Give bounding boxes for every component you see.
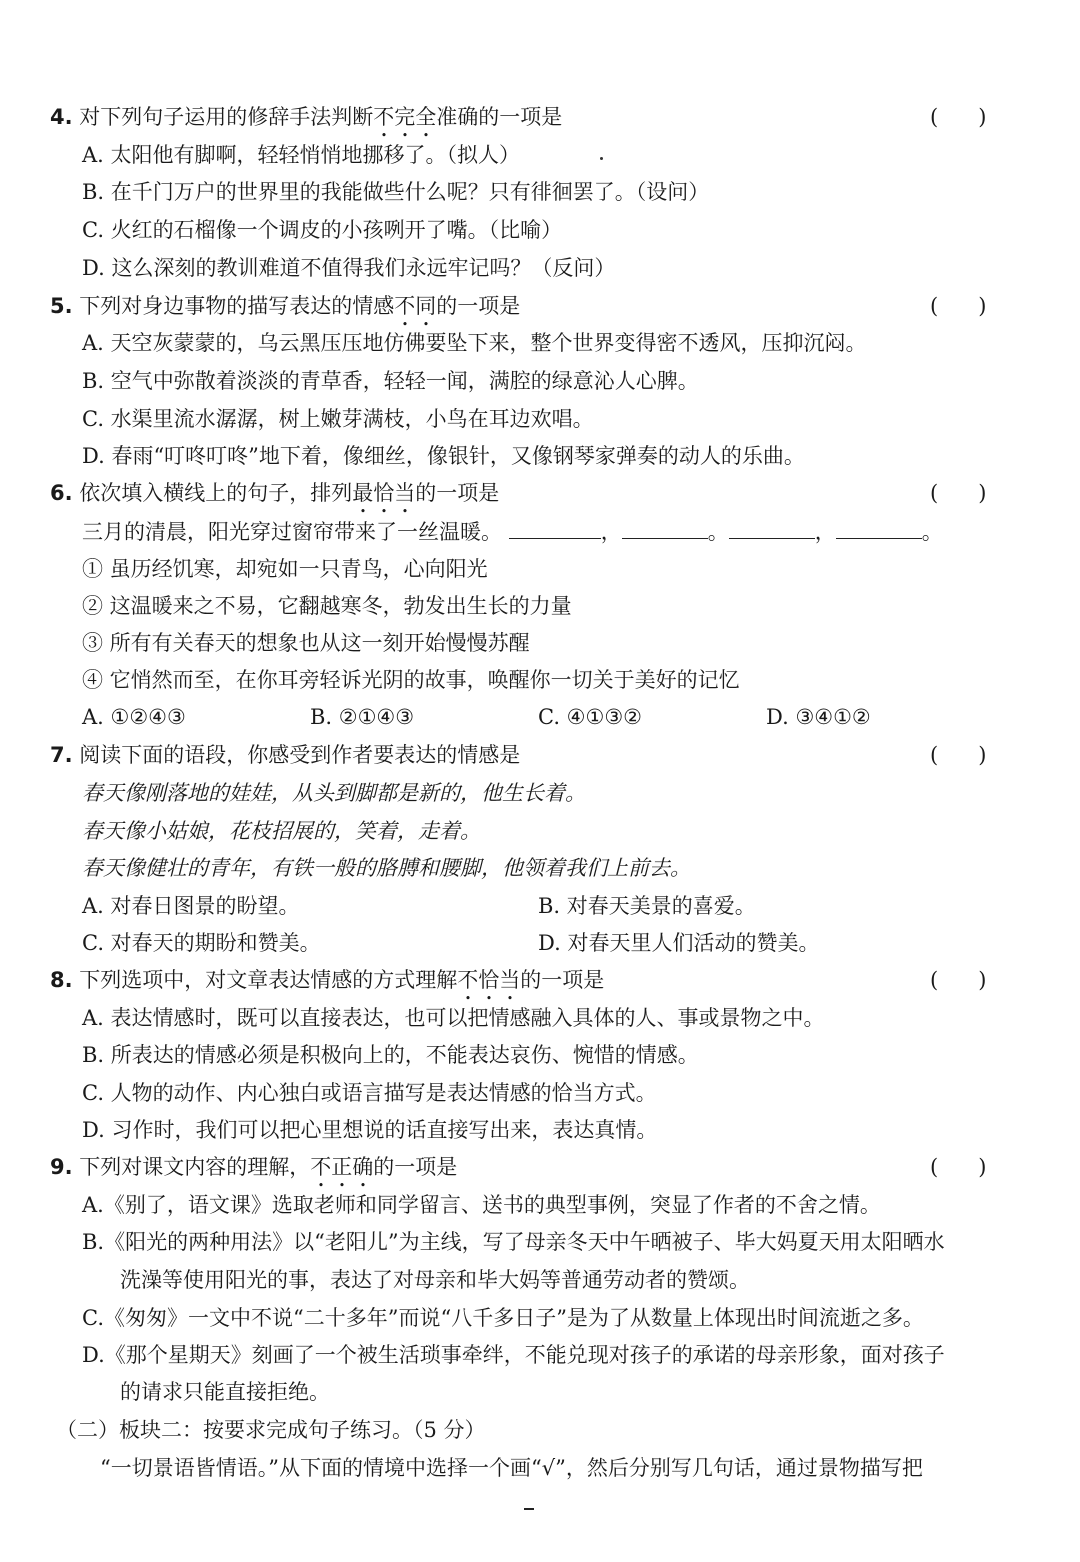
answer-paren[interactable]: ( ) [930,743,987,767]
option-c: C.《匆匆》一文中不说“二十多年”而说“八千多日子”是为了从数量上体现出时间流逝之多。 [82,1306,924,1330]
option-b: B. 在千门万户的世界里的我能做些什么呢？只有徘徊罢了。（设问） [82,180,710,204]
question-5-stem [50,292,520,331]
fill-blank-1[interactable] [509,520,601,539]
section-heading: （二）板块二：按要求完成句子练习。（5 分） [56,1418,486,1442]
stem-text: 准确的一项是 [436,105,563,129]
stem-text: 的一项是 [373,1155,458,1179]
fill-blank-4[interactable] [836,520,922,539]
option-b: B. 空气中弥散着淡淡的青草香，轻轻一闻，满腔的绿意沁人心脾。 [82,369,699,393]
option-b: B. ②①④③ [310,705,415,729]
question-6-stem [50,479,499,518]
stem-text: 下列选项中，对文章表达情感的方式理解 [79,968,458,992]
fill-passage [82,518,943,546]
passage-text: 三月的清晨，阳光穿过窗帘带来了一丝温暖。 [82,520,502,544]
option-a: A.《别了，语文课》选取老师和同学留言、送书的典型事例，突显了作者的不舍之情。 [82,1193,881,1217]
emphasis-text: 不完全 [373,105,437,129]
answer-paren[interactable]: ( ) [930,481,987,505]
option-a: A. 天空灰蒙蒙的，乌云黑压压地仿佛要坠下来，整个世界变得密不透风，压抑沉闷。 [82,331,867,355]
question-number: 8. [50,968,73,992]
option-b: B. 所表达的情感必须是积极向上的，不能表达哀伤、惋惜的情感。 [82,1043,699,1067]
stem-text: 对下列句子运用的修辞手法判断 [79,105,374,129]
answer-paren[interactable]: ( ) [930,1155,987,1179]
separator: ， [814,520,836,544]
separator: 。 [707,520,729,544]
option-d: D.《那个星期天》刻画了一个被生活琐事牵绊，不能兑现对孩子的承诺的母亲形象，面对孩子 [82,1343,945,1367]
sentence-item-2: ② 这温暖来之不易，它翻越寒冬，勃发出生长的力量 [82,594,572,618]
emphasis-text: 最恰当 [352,481,416,505]
question-number: 9. [50,1155,73,1179]
question-9-stem [50,1153,457,1192]
option-c: C. 人物的动作、内心独白或语言描写是表达情感的恰当方式。 [82,1081,657,1105]
answer-paren[interactable]: ( ) [930,294,987,318]
emphasis-text: 不正确 [310,1155,374,1179]
question-7-stem [50,741,520,769]
option-b: B. 对春天美景的喜爱。 [538,894,756,918]
question-8-stem [50,966,604,1005]
option-b-continued: 洗澡等使用阳光的事，表达了对母亲和毕大妈等普通劳动者的赞颂。 [120,1268,750,1292]
emphasis-text: 不同 [394,294,437,318]
option-d: D. 对春天里人们活动的赞美。 [538,931,820,955]
option-c: C. 对春天的期盼和赞美。 [82,931,321,955]
option-c: C. 水渠里流水潺潺，树上嫩芽满枝，小鸟在耳边欢唱。 [82,407,594,431]
option-a: A. ①②④③ [82,705,186,729]
separator: 。 [921,520,943,544]
sentence-item-4: ④ 它悄然而至，在你耳旁轻诉光阴的故事，唤醒你一切关于美好的记忆 [82,668,740,692]
option-a: A. 太阳他有脚啊，轻轻悄悄地挪移了。（拟人） [82,143,521,167]
option-c: C. 火红的石榴像一个调皮的小孩咧开了嘴。（比喻） [82,218,563,242]
stem-text: 依次填入横线上的句子，排列 [79,481,353,505]
stem-text: 下列对课文内容的理解， [79,1155,311,1179]
question-number: 6. [50,481,73,505]
fill-blank-3[interactable] [729,520,815,539]
emphasis-text: 不恰当 [457,968,521,992]
question-number: 7. [50,743,73,767]
option-b: B.《阳光的两种用法》以“老阳儿”为主线，写了母亲冬天中午晒被子、毕大妈夏天用太阳晒水 [82,1230,945,1254]
stem-text: 的一项是 [415,481,500,505]
passage-line: 春天像小姑娘，花枝招展的，笑着，走着。 [82,819,481,843]
option-a: A. 对春日图景的盼望。 [82,894,300,918]
sentence-item-1: ① 虽历经饥寒，却宛如一只青鸟，心向阳光 [82,557,488,581]
answer-paren[interactable]: ( ) [930,105,987,129]
separator: ， [600,520,622,544]
option-d: D. 这么深刻的教训难道不值得我们永远牢记吗？（反问） [82,256,616,280]
option-a: A. 表达情感时，既可以直接表达，也可以把情感融入具体的人、事或景物之中。 [82,1006,825,1030]
option-d: D. ③④①② [766,705,871,729]
question-number: 4. [50,105,73,129]
option-c: C. ④①③② [538,705,642,729]
passage-line: 春天像刚落地的娃娃，从头到脚都是新的，他生长着。 [82,781,586,805]
passage-line: 春天像健壮的青年，有铁一般的胳膊和腰脚，他领着我们上前去。 [82,856,691,880]
option-d-continued: 的请求只能直接拒绝。 [120,1380,330,1404]
question-4-stem [50,103,562,142]
option-d: D. 春雨“叮咚叮咚”地下着，像细丝，像银针，又像钢琴家弹奏的动人的乐曲。 [82,444,805,468]
section-intro: “一切景语皆情语。”从下面的情境中选择一个画“√”，然后分别写几句话，通过景物描写把 [100,1456,923,1480]
answer-paren[interactable]: ( ) [930,968,987,992]
option-d: D. 习作时，我们可以把心里想说的话直接写出来，表达真情。 [82,1118,658,1142]
stem-text: 下列对身边事物的描写表达的情感 [79,294,395,318]
fill-blank-2[interactable] [622,520,708,539]
stem-text: 的一项是 [436,294,521,318]
question-number: 5. [50,294,73,318]
stray-mark [600,157,603,160]
sentence-item-3: ③ 所有有关春天的想象也从这一刻开始慢慢苏醒 [82,631,530,655]
stem-text: 阅读下面的语段，你感受到作者要表达的情感是 [79,743,521,767]
stem-text: 的一项是 [520,968,605,992]
page-number-mark [524,1508,534,1510]
